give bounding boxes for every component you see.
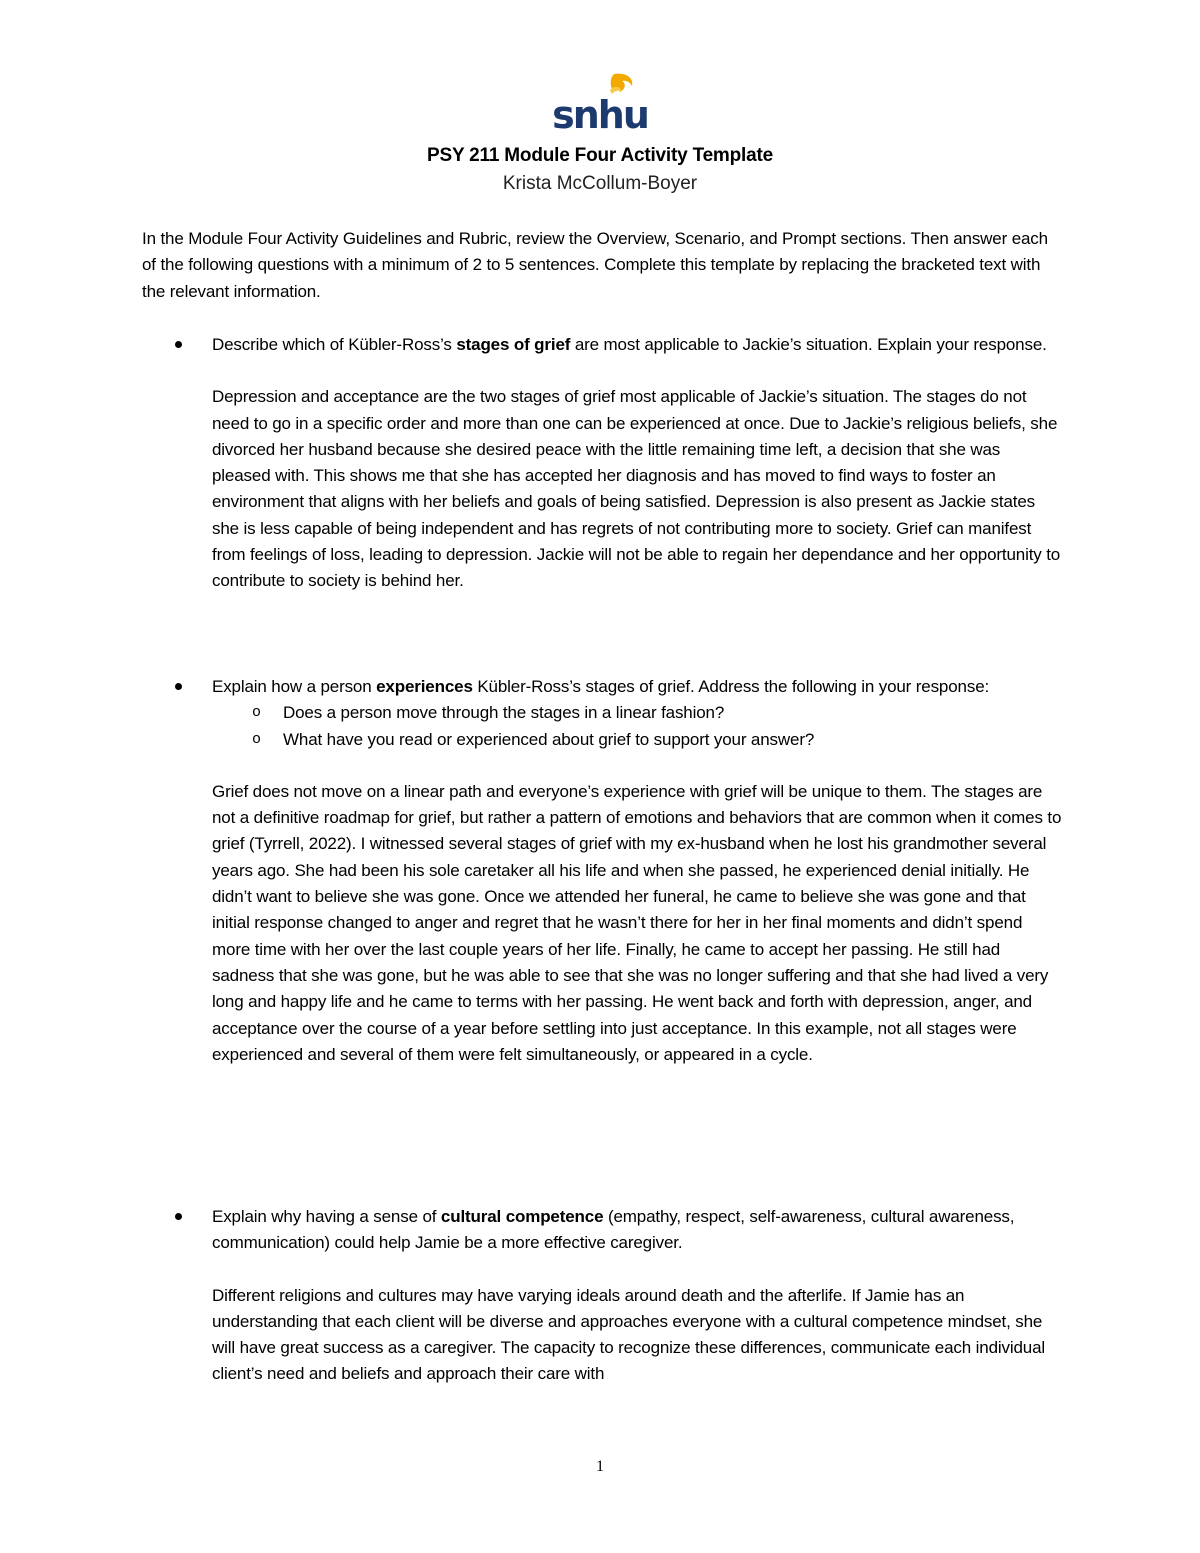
question-block-1 [142, 332, 1062, 595]
answer-paragraph-1: Depression and acceptance are the two stages of grief most applicable of Jackie’s situation. The stages do not need to go in a specific order and more than one can be experienced at once. Due to Jackie’s religious beliefs, she divorced her husband because she desired peace with the little remaining time left, a decision that she was pleased with. This shows me that she has accepted her diagnosis and has moved to find ways to foster an environment that aligns with her beliefs and goals of being satisfied. Depression is also present as Jackie states she is less capable of being independent and has regrets of not contributing more to society. Grief can manifest from feelings of loss, leading to depression. Jackie will not be able to regain her dependance and her opportunity to contribute to society is behind her. [212, 387, 1061, 591]
sub-question-item: o Does a person move through the stages in a linear fashion? [212, 700, 1062, 726]
bullet-icon [175, 683, 182, 690]
circle-bullet-icon: o [252, 730, 261, 748]
answer-paragraph-3: Different religions and cultures may have varying ideals around death and the afterlife. If Jamie has an understanding that each client will be diverse and approaches everyone with a cultural competence mindset, she will have great success as a caregiver. The capacity to recognize these differences, communicate each individual client’s need and beliefs and approach their care with [212, 1285, 1046, 1384]
bullet-icon [175, 1213, 182, 1220]
question-block-2 [142, 674, 1062, 1068]
question-block-3 [142, 1204, 1062, 1388]
sub-question-item: o What have you read or experienced about grief to support your answer? [212, 727, 1062, 753]
prompt-emphasis: stages of grief [456, 335, 571, 354]
snhu-logo [552, 72, 648, 132]
snhu-logo-icon [552, 72, 648, 132]
prompt-emphasis: experiences [376, 677, 473, 696]
circle-bullet-icon: o [252, 704, 261, 722]
answer-paragraph-2: Grief does not move on a linear path and everyone’s experience with grief will be unique to them. The stages are not a definitive roadmap for grief, but rather a pattern of emotions and behaviors that are common when it comes to grief (Tyrrell, 2022). I witnessed several stages of grief with my ex-husband when he lost his grandmother several years ago. She had been his sole caretaker all his life and when she passed, he experienced denial initially. He didn’t want to believe she was gone. Once we attended her funeral, he came to believe she was gone and that initial response changed to anger and regret that he wasn’t there for her in her final moments and didn’t spend more time with her over the last couple years of her life. Finally, he came to accept her passing. He still had sadness that she was gone, but he was able to see that she was no longer suffering and that she had lived a very long and happy life and he came to terms with her passing. He went back and forth with depression, anger, and acceptance over the course of a year before settling into just acceptance. In this example, not all stages were experienced and several of them were felt simultaneously, or appeared in a cycle. [212, 781, 1062, 1064]
question-prompt-2: Explain how a person experiences Kübler-Ross’s stages of grief. Address the following in your response: [142, 674, 1062, 700]
svg-text:snhu: snhu [552, 93, 648, 132]
page-number: 1 [596, 1458, 604, 1475]
author-name: Krista McCollum-Boyer [502, 173, 698, 194]
question-prompt-1: Describe which of Kübler-Ross’s stages of grief are most applicable to Jackie’s situation. Explain your response. [142, 332, 1062, 358]
document-title: PSY 211 Module Four Activity Template [427, 145, 773, 166]
intro-paragraph: In the Module Four Activity Guidelines and Rubric, review the Overview, Scenario, and Prompt sections. Then answer each of the following questions with a minimum of 2 to 5 sentences. Complete this template by replacing the bracketed text with the relevant information. [142, 229, 1048, 301]
sub-question-list [142, 700, 1062, 753]
question-prompt-3: Explain why having a sense of cultural competence (empathy, respect, self-awareness, cultural awareness, communication) could help Jamie be a more effective caregiver. [142, 1204, 1062, 1257]
bullet-icon [175, 341, 182, 348]
prompt-emphasis: cultural competence [440, 1207, 604, 1226]
